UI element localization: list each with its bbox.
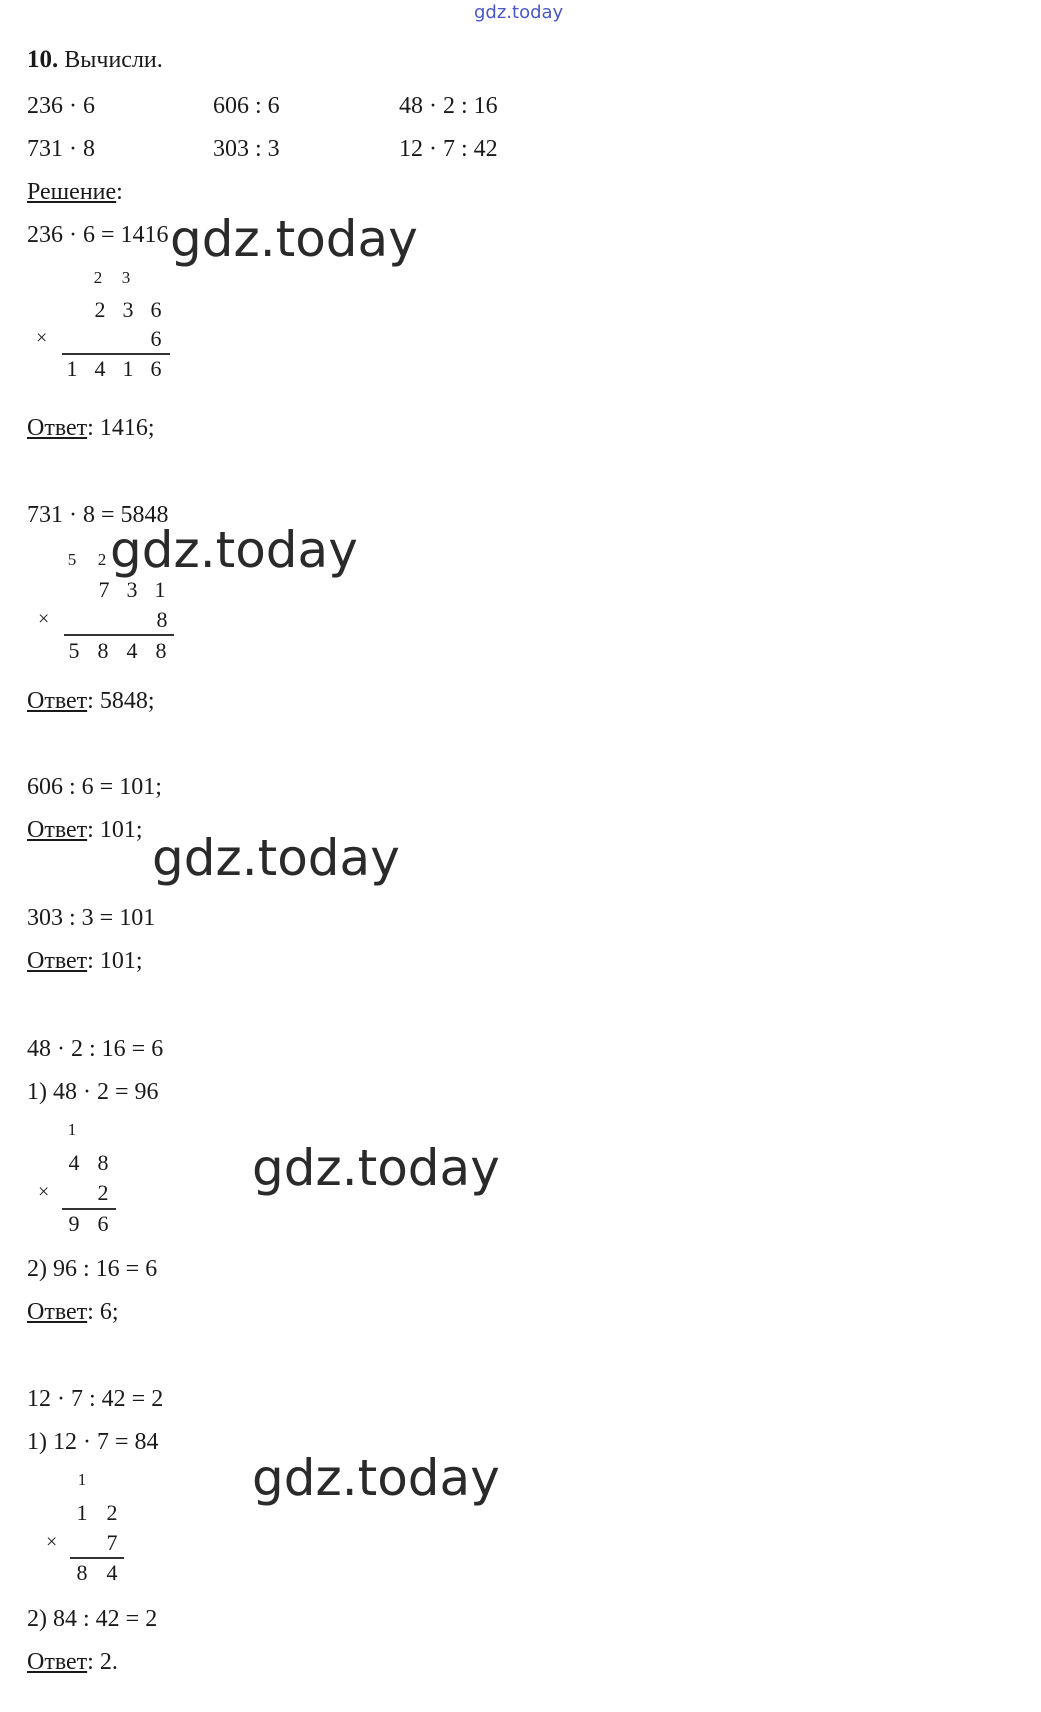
watermark: gdz.today: [252, 1139, 500, 1197]
multiplicand-digit: 1: [154, 577, 166, 602]
answer-6: [27, 1648, 118, 1676]
equation-5: 48 · 2 : 16 = 6: [27, 1036, 164, 1062]
result-line: [62, 353, 170, 355]
carry-digit: 2: [97, 550, 107, 569]
multiply-sign: ×: [36, 327, 48, 349]
task-expr-1-2: 606 : 6: [213, 93, 280, 119]
multiplier-digit: 8: [156, 607, 168, 632]
task-expr-2-1: 731 · 8: [27, 136, 95, 162]
solution-label-text: Решение: [27, 179, 117, 205]
task-expr-1-1: 236 · 6: [27, 93, 95, 119]
equation-2: 731 · 8 = 5848: [27, 502, 169, 528]
result-line: [62, 1208, 116, 1210]
answer-label: Ответ: [27, 948, 88, 974]
answer-4: [27, 947, 143, 975]
answer-value: : 1416;: [87, 415, 155, 441]
product-digit: 8: [155, 638, 167, 663]
multiplier-digit: 2: [97, 1180, 109, 1205]
result-line: [64, 634, 174, 636]
carry-digit: 3: [121, 268, 131, 287]
answer-label: Ответ: [27, 817, 88, 843]
equation-1: 236 · 6 = 1416: [27, 222, 169, 248]
multiplicand-digit: 7: [98, 577, 110, 602]
answer-5: [27, 1298, 119, 1326]
multiplicand-digit: 8: [97, 1150, 109, 1175]
product-digit: 6: [97, 1211, 109, 1236]
multiply-sign: ×: [38, 1181, 50, 1203]
watermark: gdz.today: [252, 1449, 500, 1507]
product-digit: 6: [150, 356, 162, 381]
site-watermark-top[interactable]: gdz.today: [474, 2, 564, 23]
answer-label: Ответ: [27, 415, 88, 441]
answer-value: : 101;: [87, 817, 143, 843]
product-digit: 4: [106, 1560, 118, 1585]
answer-label: Ответ: [27, 688, 88, 714]
carry-digit: 1: [77, 1470, 87, 1489]
answer-3: [27, 816, 143, 844]
task-title: Вычисли.: [64, 47, 163, 73]
step-1: 1) 12 · 7 = 84: [27, 1429, 159, 1455]
multiplicand-digit: 2: [106, 1500, 118, 1525]
product-digit: 5: [68, 638, 80, 663]
carry-digit: 5: [67, 550, 77, 569]
multiplier-digit: 6: [150, 326, 162, 351]
product-digit: 1: [122, 356, 134, 381]
answer-value: : 2.: [87, 1649, 118, 1675]
carry-digit: 1: [67, 1120, 77, 1139]
equation-3: 606 : 6 = 101;: [27, 774, 162, 800]
answer-value: : 101;: [87, 948, 143, 974]
watermark: gdz.today: [110, 521, 358, 579]
product-digit: 9: [68, 1211, 80, 1236]
multiplier-digit: 7: [106, 1530, 118, 1555]
watermark: gdz.today: [152, 829, 400, 887]
product-digit: 4: [94, 356, 106, 381]
answer-2: [27, 687, 155, 715]
task-expr-2-2: 303 : 3: [213, 136, 280, 162]
carry-digit: 2: [93, 268, 103, 287]
multiplicand-digit: 3: [122, 297, 134, 322]
product-digit: 4: [126, 638, 138, 663]
step-1: 1) 48 · 2 = 96: [27, 1079, 159, 1105]
answer-value: : 5848;: [87, 688, 155, 714]
answer-label: Ответ: [27, 1649, 88, 1675]
step-2: 2) 84 : 42 = 2: [27, 1606, 158, 1632]
multiplicand-digit: 6: [150, 297, 162, 322]
equation-6: 12 · 7 : 42 = 2: [27, 1386, 164, 1412]
multiplicand-digit: 2: [94, 297, 106, 322]
step-2: 2) 96 : 16 = 6: [27, 1256, 158, 1282]
watermark: gdz.today: [170, 210, 418, 268]
product-digit: 8: [97, 638, 109, 663]
product-digit: 8: [76, 1560, 88, 1585]
result-line: [70, 1557, 124, 1559]
multiplicand-digit: 4: [68, 1150, 80, 1175]
multiply-sign: ×: [38, 608, 50, 630]
task-expr-1-3: 48 · 2 : 16: [399, 93, 498, 119]
equation-4: 303 : 3 = 101: [27, 905, 156, 931]
product-digit: 1: [66, 356, 78, 381]
multiplicand-digit: 3: [126, 577, 138, 602]
multiply-sign: ×: [46, 1531, 58, 1553]
multiplicand-digit: 1: [76, 1500, 88, 1525]
task-number: 10.: [27, 46, 59, 73]
task-expr-2-3: 12 · 7 : 42: [399, 136, 498, 162]
answer-value: : 6;: [87, 1299, 119, 1325]
answer-1: [27, 414, 155, 442]
task-heading: [27, 46, 163, 74]
answer-label: Ответ: [27, 1299, 88, 1325]
solution-label: Решение:: [27, 179, 123, 205]
